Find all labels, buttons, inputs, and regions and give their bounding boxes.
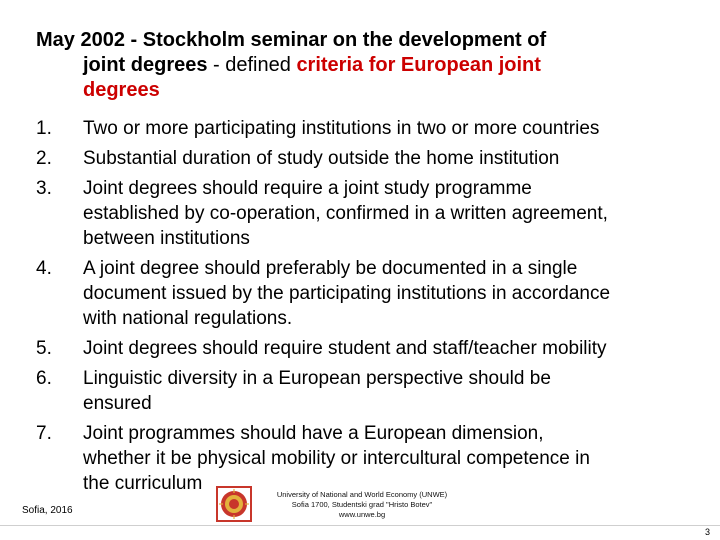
slide-title <box>36 28 676 103</box>
title-main-text: May 2002 - Stockholm seminar on the development of <box>36 29 547 51</box>
list-item <box>36 256 706 331</box>
list-item <box>36 146 706 171</box>
list-item-text: Linguistic diversity in a European perspective should be ensured <box>83 368 551 414</box>
list-item-text: Joint programmes should have a European dimension, whether it be physical mobility or intercultural competence in the curriculum <box>83 423 590 494</box>
list-item-text: Joint degrees should require student and staff/teacher mobility <box>83 338 607 359</box>
page-number: 3 <box>704 527 710 537</box>
criteria-list <box>36 116 706 501</box>
list-item-text: Two or more participating institutions in two or more countries <box>83 118 600 139</box>
list-item-number: 4. <box>36 258 52 279</box>
list-item-number: 1. <box>36 118 52 139</box>
title-joint-degrees: joint degrees <box>83 54 208 76</box>
title-line-2 <box>36 53 676 78</box>
footer-divider <box>0 525 720 526</box>
list-item <box>36 421 706 496</box>
list-item-number: 2. <box>36 148 52 169</box>
list-item-text: Substantial duration of study outside the home institution <box>83 148 560 169</box>
university-info <box>262 490 462 520</box>
university-website: www.unwe.bg <box>338 510 386 519</box>
footer-location: Sofia, 2016 <box>22 505 73 516</box>
list-item <box>36 116 706 141</box>
title-line-1 <box>36 28 676 53</box>
list-item <box>36 336 706 361</box>
list-item-number: 7. <box>36 423 52 444</box>
title-line-3 <box>36 78 676 103</box>
university-address: Sofia 1700, Studentski grad "Hristo Botev" <box>291 500 433 509</box>
university-name: University of National and World Economy (UNWE) <box>276 490 448 499</box>
unwe-crest-icon <box>216 486 252 522</box>
title-criteria: criteria for European joint <box>296 54 541 76</box>
list-item <box>36 366 706 416</box>
list-item-number: 3. <box>36 178 52 199</box>
list-item-text: Joint degrees should require a joint study programme established by co-operation, confirmed in a written agreement, between institutions <box>83 178 608 249</box>
list-item-number: 6. <box>36 368 52 389</box>
list-item-text: A joint degree should preferably be documented in a single document issued by the participating institutions in accordance with national regulations. <box>83 258 611 329</box>
list-item <box>36 176 706 251</box>
title-degrees: degrees <box>83 79 160 101</box>
title-defined: - defined <box>207 54 297 76</box>
list-item-number: 5. <box>36 338 52 359</box>
